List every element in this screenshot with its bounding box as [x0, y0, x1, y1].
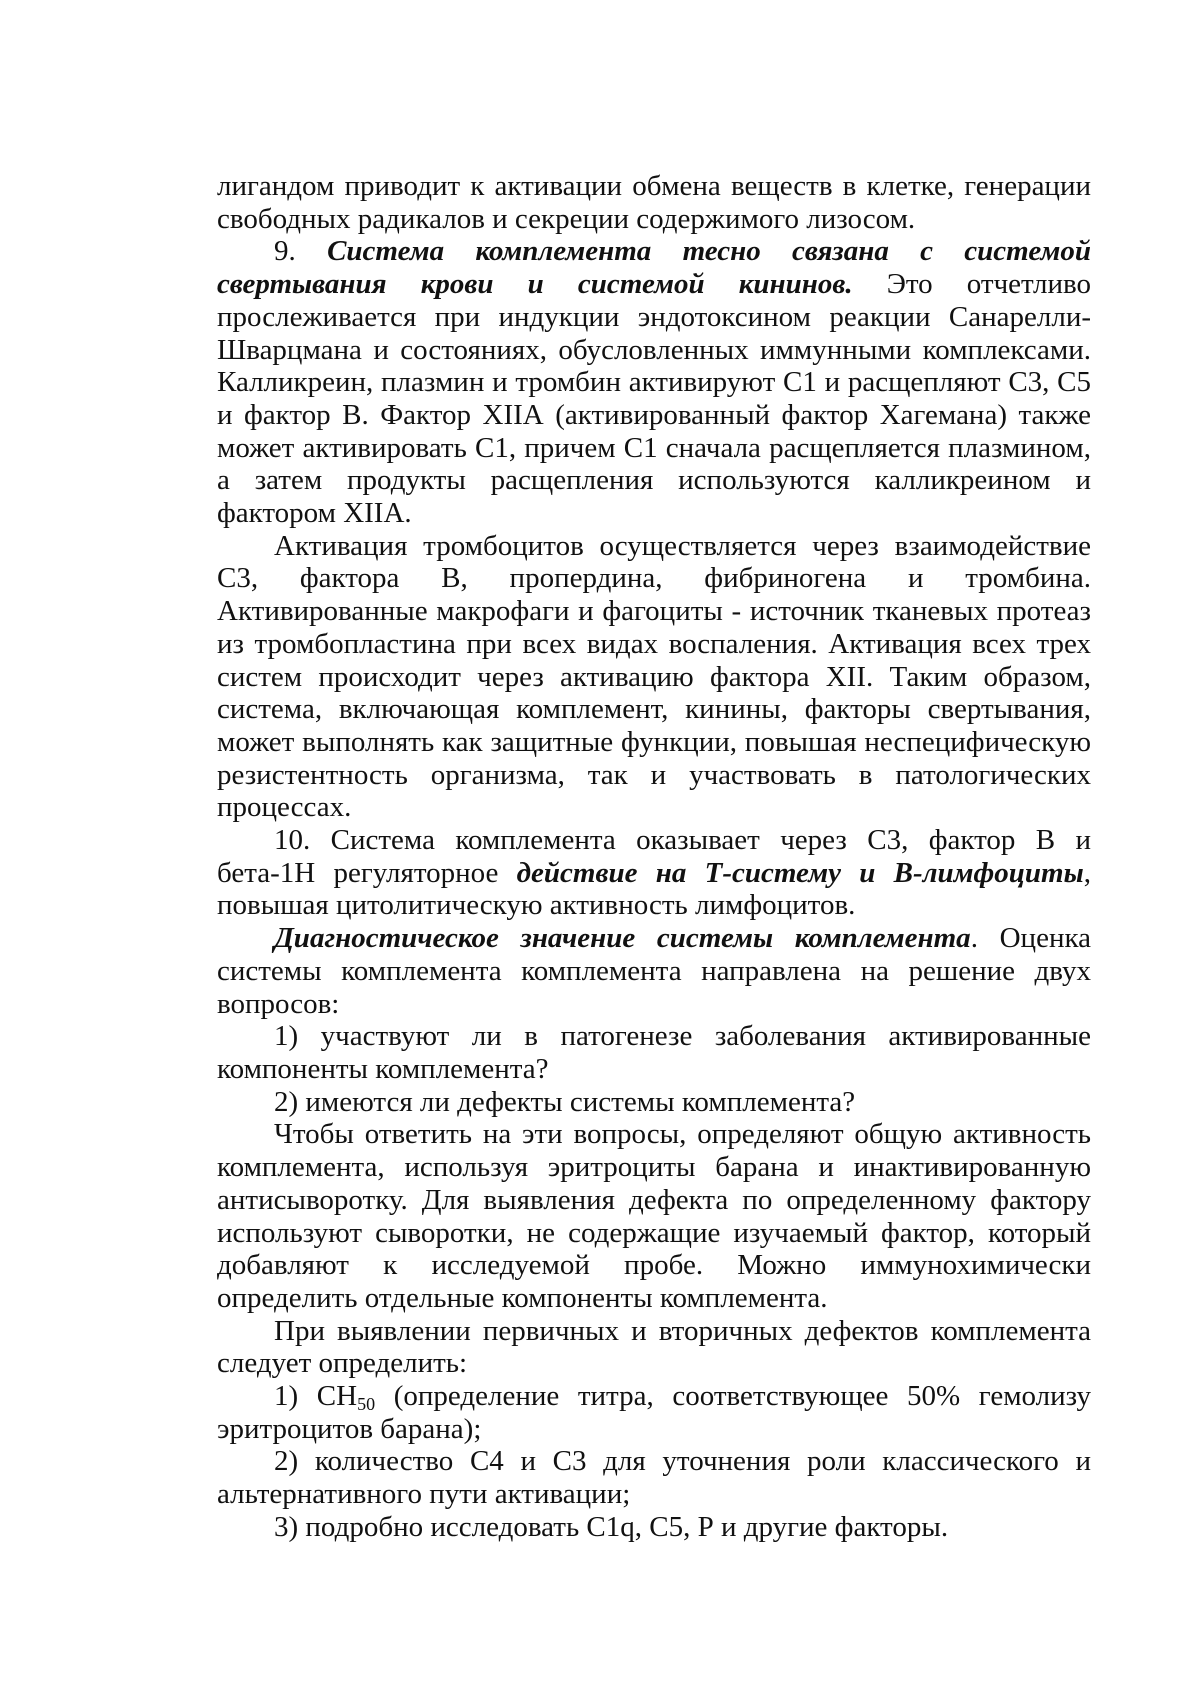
paragraph-text: Это отчетливо прослеживается при индукции эндотоксином реакции Санарелли-Шварцмана и состояниях, обусловленных иммунными комплексами. Калликреин, плазмин и тромбин активируют С1 и расщепляют С3, С5 и фактор В. Фактор XIIА (активированный фактор Хагемана) также может активировать С1, причем С1 сначала расщепляется плазмином, а затем продукты расщепления используются калликреином и фактором XIIА. — [217, 268, 1091, 530]
paragraph-text: , повышая цитолитическую активность лимфоцитов. — [217, 856, 1091, 922]
list-item-c1q-c5: 3) подробно исследовать С1q, С5, Р и другие факторы. — [274, 1510, 949, 1543]
document-page — [217, 170, 1091, 1544]
list-item-ch50 — [217, 1380, 1091, 1445]
emphasis-t-b-lymphocytes: действие на Т-систему и В-лимфоциты — [516, 856, 1084, 889]
paragraph-ligand-continuation: лигандом приводит к активации обмена веществ в клетке, генерации свободных радикалов и секреции содержимого лизосом. — [217, 170, 1091, 235]
paragraph-text: . Оценка системы комплемента комплемента направлена на решение двух вопросов: — [217, 922, 1091, 1020]
paragraph-text: 1) СН — [274, 1380, 358, 1413]
paragraph-text: 10. Система комплемента оказывает через С3, фактор В и бета-1Н регуляторное — [217, 824, 1091, 889]
paragraph-item-10 — [217, 824, 1091, 922]
paragraph-diagnostic-value — [217, 922, 1091, 1020]
subscript-50: 50 — [357, 1394, 376, 1415]
list-item-question-2: 2) имеются ли дефекты системы комплемента? — [274, 1085, 856, 1118]
paragraph-defects-intro: При выявлении первичных и вторичных дефектов комплемента следует определить: — [217, 1314, 1091, 1380]
paragraph-item-9 — [217, 235, 1091, 529]
paragraph-platelet-activation: Активация тромбоцитов осуществляется через взаимодействие С3, фактора В, пропердина, фибриногена и тромбина. Активированные макрофаги и фагоциты - источник тканевых протеаз из тромбопластина при всех видах воспаления. Активация всех трех систем происходит через активацию фактора XII. Таким образом, система, включающая комплемент, кинины, факторы свертывания, может выполнять как защитные функции, повышая неспецифическую резистентность организма, так и участвовать в патологических процессах. — [217, 529, 1091, 824]
emphasis-diagnostic-heading: Диагностическое значение системы комплемента — [274, 922, 971, 955]
emphasis-complement-coagulation: Система комплемента тесно связана с системой свертывания крови и системой кининов. — [217, 235, 1092, 301]
paragraph-total-activity: Чтобы ответить на эти вопросы, определяют общую активность комплемента, используя эритроциты барана и инактивированную антисыворотку. Для выявления дефекта по определенному фактору используют сыворотки, не содержащие изучаемый фактор, который добавляют к исследуемой пробе. Можно иммунохимически определить отдельные компоненты комплемента. — [217, 1118, 1091, 1314]
paragraph-text: (определение титра, соответствующее 50% гемолизу эритроцитов барана); — [217, 1380, 1091, 1445]
list-item-c4-c3: 2) количество С4 и С3 для уточнения роли классического и альтернативного пути активации; — [217, 1445, 1091, 1511]
item-number: 9. — [274, 235, 328, 268]
list-item-question-1: 1) участвуют ли в патогенезе заболевания активированные компоненты комплемента? — [217, 1020, 1091, 1085]
